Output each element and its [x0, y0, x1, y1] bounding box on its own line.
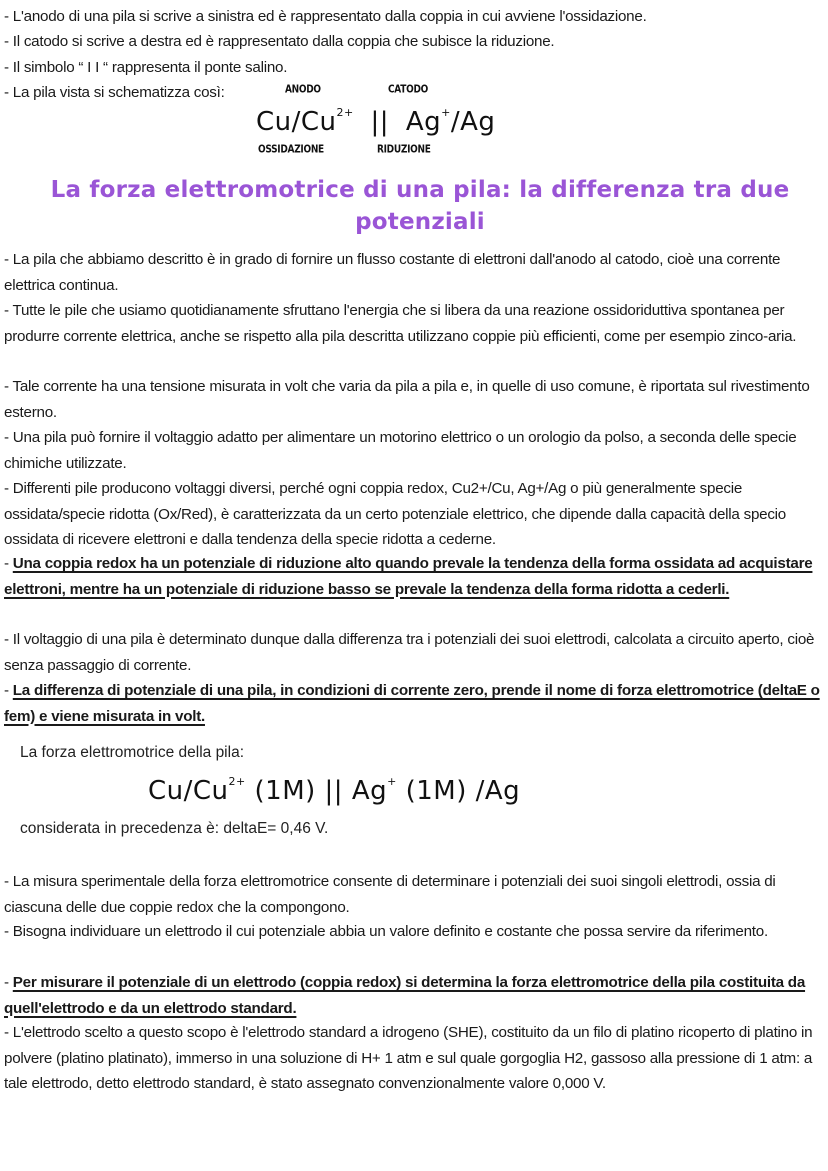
formula-anode: Cu/Cu [148, 776, 229, 806]
highlighted-definition: Una coppia redox ha un potenziale di riduzione alto quando prevale la tendenza della forma ossidata ad acquistare elettroni, mentre ha un potenziale di riduzione basso se prevale la tendenza della forma ridotta a cederli. [4, 555, 813, 598]
emf-example-intro: La forza elettromotrice della pila: [20, 744, 245, 761]
paragraph-emf-definition [4, 678, 822, 729]
salt-bridge-symbol: || [370, 107, 390, 137]
anode-charge: 2+ [336, 106, 354, 119]
intro-line-cathode: - Il catodo si scrive a destra ed è rappresentato dalla coppia che subisce la riduzione. [4, 33, 555, 50]
intro-line-schematic: - La pila vista si schematizza così: [4, 84, 225, 101]
formula-anode-charge: 2+ [228, 775, 246, 788]
paragraph-measure-method [4, 970, 822, 1021]
paragraph-applications: - Una pila può fornire il voltaggio adatto per alimentare un motorino elettrico o un orologio da polso, a seconda delle specie chimiche utilizzate. [4, 429, 797, 472]
paragraph-experimental-measure: - La misura sperimentale della forza elettromotrice consente di determinare i potenziali dei suoi singoli elettrodi, ossia di ciascuna delle due coppie redox che la compongono. [4, 873, 776, 916]
paragraph-redox-potential: - Differenti pile producono voltaggi diversi, perché ogni coppia redox, Cu2+/Cu, Ag+/Ag o più generalmente specie ossidata/specie ridotta (Ox/Red), è caratterizzata da un certo potenziale elettrico, che dipende dalla capacità della specio ossidata di ricevere elettroni e dalla tendenza della specie ridotta a cederne. [4, 480, 786, 548]
formula-middle: (1M) || Ag [245, 776, 388, 806]
emf-example-formula [148, 775, 520, 806]
cathode-label: CATODO [388, 84, 428, 96]
cathode-species: Ag [405, 107, 442, 137]
section-title [40, 174, 800, 238]
paragraph-reference-electrode: - Bisogna individuare un elettrodo il cui potenziale abbia un valore definito e costante che possa servire da riferimento. [4, 923, 768, 940]
bullet-prefix: - [4, 682, 13, 699]
section-title-line-2: potenziali [355, 209, 485, 235]
bullet-prefix: - [4, 555, 13, 572]
section-title-line-1: La forza elettromotrice di una pila: la differenza tra due [50, 177, 790, 203]
formula-cathode-charge: + [387, 775, 397, 788]
emf-example-result: considerata in precedenza è: deltaE= 0,46 V. [20, 820, 329, 837]
highlighted-definition: Per misurare il potenziale di un elettrodo (coppia redox) si determina la forza elettromotrice della pila costituita da quell'elettrodo e da un elettrodo standard. [4, 974, 806, 1017]
paragraph-everyday-batteries: - Tutte le pile che usiamo quotidianamente sfruttano l'energia che si libera da una reazione ossidoriduttiva spontanea per produrre corrente elettrica, anche se rispetto alla pila descritta utilizzano coppie più efficienti, come per esempio zinco-aria. [4, 302, 797, 345]
reduction-label: RIDUZIONE [377, 144, 431, 156]
anode-label: ANODO [285, 84, 321, 96]
formula-cathode: (1M) /Ag [396, 776, 521, 806]
paragraph-continuous-current: - La pila che abbiamo descritto è in grado di fornire un flusso costante di elettroni dall'anodo al catodo, cioè una corrente elettrica continua. [4, 251, 781, 294]
cathode-charge: + [441, 106, 451, 119]
paragraph-she: - L'elettrodo scelto a questo scopo è l'elettrodo standard a idrogeno (SHE), costituito da un filo di platino ricoperto di platino in polvere (platino platinato), immerso in una soluzione di H+ 1 atm e sul quale gorgoglia H2, gassoso alla pressione di 1 atm: a tale elettrodo, detto elettrodo standard, è stato assegnato convenzionalmente valore 0,000 V. [4, 1024, 813, 1092]
anode-couple: Cu/Cu [256, 107, 337, 137]
bullet-prefix: - [4, 974, 13, 991]
paragraph-open-circuit: - Il voltaggio di una pila è determinato dunque dalla differenza tra i potenziali dei suoi elettrodi, calcolata a circuito aperto, cioè senza passaggio di corrente. [4, 631, 815, 674]
intro-line-anode: - L'anodo di una pila si scrive a sinistra ed è rappresentato dalla coppia in cui avviene l'ossidazione. [4, 8, 647, 25]
highlighted-definition: La differenza di potenziale di una pila, in condizioni di corrente zero, prende il nome di forza elettromotrice (deltaE o fem) e viene misurata in volt. [4, 682, 820, 725]
cathode-metal: /Ag [450, 107, 496, 137]
paragraph-voltage: - Tale corrente ha una tensione misurata in volt che varia da pila a pila e, in quelle di uso comune, è riportata sul rivestimento esterno. [4, 378, 810, 421]
oxidation-label: OSSIDAZIONE [258, 144, 324, 156]
paragraph-reduction-potential-key [4, 551, 822, 602]
intro-line-salt-bridge: - Il simbolo “ I I “ rappresenta il ponte salino. [4, 59, 288, 76]
cell-formula [256, 106, 495, 137]
